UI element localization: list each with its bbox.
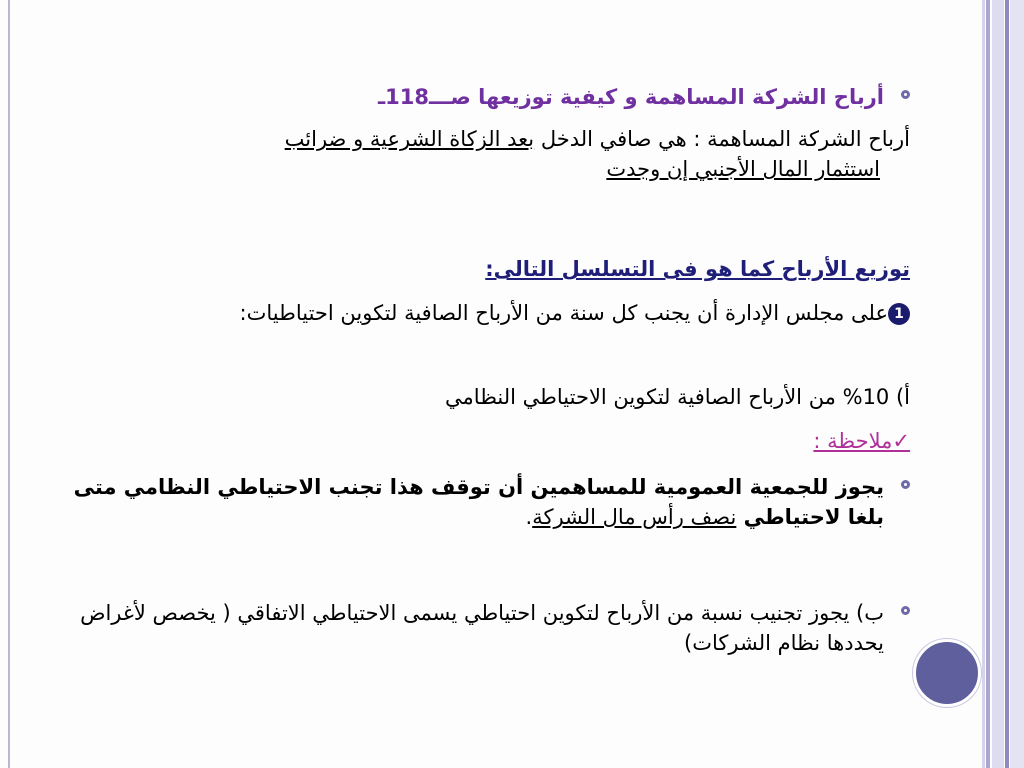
section-heading-profits (60, 82, 910, 112)
slide-content (60, 66, 910, 756)
left-border-line (8, 0, 10, 768)
definition-paragraph (60, 124, 910, 184)
heading-text: أرباح الشركة المساهمة و كيفية توزيعها صـــ118ـ (377, 85, 884, 109)
stripe (982, 0, 985, 768)
item-b-text: ب) يجوز تجنيب نسبة من الأرباح لتكوين احتياطي يسمى الاحتياطي الاتفاقي ( يخصص لأغراض يحددها نظام الشركات) (80, 601, 884, 655)
definition-underlined-line2: استثمار المال الأجنبي إن وجدت (606, 157, 880, 181)
item-b-paragraph (60, 598, 910, 658)
note-period: . (525, 505, 533, 529)
note-label (60, 426, 910, 456)
item-a-text: أ) 10% من الأرباح الصافية لتكوين الاحتياطي النظامي (445, 385, 910, 409)
step-one-text: على مجلس الإدارة أن يجنب كل سنة من الأرباح الصافية لتكوين احتياطيات: (239, 301, 888, 325)
section-heading-distribution (60, 254, 910, 284)
note-underlined-text: نصف رأس مال الشركة (532, 505, 737, 529)
numbered-circle-icon: 1 (888, 303, 910, 325)
item-a (60, 382, 910, 412)
note-bold-text: يجوز للجمعية العمومية للمساهمين أن توقف هذا تجنب الاحتياطي النظامي متى بلغا لاحتياطي (73, 475, 884, 529)
note-label-text: ✓ملاحظة : (813, 429, 910, 453)
definition-text: أرباح الشركة المساهمة : هي صافي الدخل (534, 127, 910, 151)
stripe (1010, 0, 1024, 768)
step-one (60, 298, 910, 328)
hollow-circle-bullet-icon (901, 90, 910, 99)
definition-underlined: بعد الزكاة الشرعية و ضرائب (284, 127, 535, 151)
note-paragraph (60, 472, 910, 532)
right-decorative-stripes (982, 0, 1024, 768)
stripe (1005, 0, 1009, 768)
hollow-circle-bullet-icon (901, 606, 910, 615)
stripe (992, 0, 1004, 768)
decorative-circle-icon (913, 639, 981, 707)
stripe (986, 0, 990, 768)
hollow-circle-bullet-icon (901, 480, 910, 489)
heading-text: توزيع الأرباح كما هو فى التسلسل التالى: (485, 257, 910, 281)
